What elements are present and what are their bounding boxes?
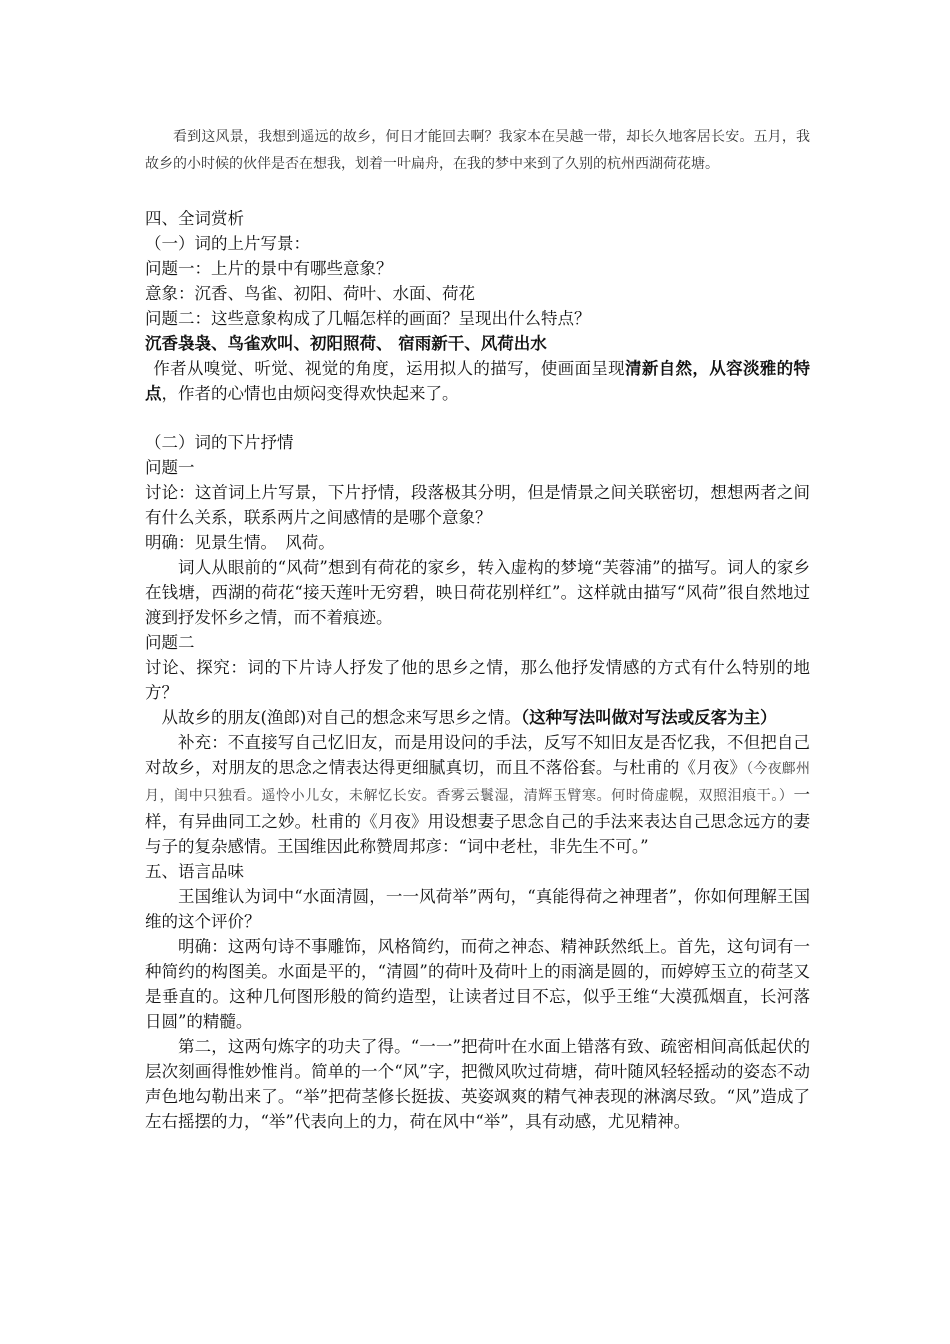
- problem-2-discussion: 讨论、探究：词的下片诗人抒发了他的思乡之情，那么他抒发情感的方式有什么特别的地方？: [145, 658, 810, 702]
- scene-analysis-paragraph: 作者从嗅觉、听觉、视觉的角度，运用拟人的描写，使画面呈现清新自然，从容淡雅的特点，作者的心情也由烦闷变得欢快起来了。: [145, 359, 811, 403]
- problem-1-answer: 明确：见景生情。 风荷。: [145, 533, 335, 552]
- supplement-paragraph: 补充：不直接写自己忆旧友，而是用设问的手法，反写不知旧友是否忆我，不但把自己对故乡，对朋友的思念之情表达得更细腻真切，而且不落俗套。与杜甫的《月夜》（今夜鄜州月，闺中只独看。遥怜小儿女，未解忆长安。香雾云鬟湿，清辉玉臂寒。何时倚虚幌，双照泪痕干。）一样，有异曲同工之妙。杜甫的《月夜》用设想妻子思念自己的手法来表达自己思念远方的妻与子的复杂感情。王国维因此称赞周邦彦：“词中老杜，非先生不可。”: [145, 733, 811, 856]
- scene-summary-bold: 沉香袅袅、鸟雀欢叫、初阳照荷、 宿雨新干、风荷出水: [145, 334, 547, 353]
- question-2: 问题二：这些意象构成了几幅怎样的画面？呈现出什么特点？: [145, 309, 591, 328]
- section-5-answer-2: 第二，这两句炼字的功夫了得。“一一”把荷叶在水面上错落有致、疏密相间高低起伏的层次刻画得惟妙惟肖。简单的一个“风”字，把微风吹过荷塘，荷叶随风轻轻摇动的姿态不动声色地勾勒出来了。“举”把荷茎修长挺拔、英姿飒爽的精气神表现的淋漓尽致。“风”造成了左右摇摆的力，“举”代表向上的力，荷在风中“举”，具有动感，尤见精神。: [145, 1037, 810, 1131]
- problem-1-title: 问题一: [145, 458, 195, 477]
- section-5-heading: 五、语言品味: [145, 862, 244, 881]
- section-5-question: 王国维认为词中“水面清圆，一一风荷举”两句，“真能得荷之神理者”，你如何理解王国维的这个评价？: [145, 887, 810, 931]
- document-page: [145, 124, 810, 1134]
- intro-paragraph: 看到这风景，我想到遥远的故乡，何日才能回去啊？我家本在吴越一带，却长久地客居长安。五月，我故乡的小时候的伙伴是否在想我，划着一叶扁舟，在我的梦中来到了久别的杭州西湖荷花塘。: [145, 129, 810, 172]
- question-1: 问题一：上片的景中有哪些意象？: [145, 259, 393, 278]
- section-4-heading: 四、全词赏析: [145, 209, 244, 228]
- supplement-note: （今夜鄜州月，闺中只独看。遥怜小儿女，未解忆长安。香雾云鬟湿，清辉玉臂寒。何时倚虚幌，双照泪痕干。）: [145, 761, 811, 804]
- problem-1-paragraph: 词人从眼前的“风荷”想到有荷花的家乡，转入虚构的梦境“芙蓉浦”的描写。词人的家乡在钱塘，西湖的荷花“接天莲叶无穷碧，映日荷花别样红”。这样就由描写“风荷”很自然地过渡到抒发怀乡之情，而不着痕迹。: [145, 558, 810, 627]
- problem-1-discussion: 讨论：这首词上片写景，下片抒情，段落极其分明，但是情景之间关联密切，想想两者之间有什么关系，联系两片之间感情的是哪个意象？: [145, 483, 810, 527]
- problem-2-answer: 从故乡的朋友(渔郎)对自己的想念来写思乡之情。（这种写法叫做对写法或反客为主）: [161, 708, 777, 727]
- problem-2-title: 问题二: [145, 633, 195, 652]
- subsection-2-heading: （二）词的下片抒情: [145, 433, 294, 452]
- subsection-1-heading: （一）词的上片写景：: [145, 234, 310, 253]
- answer-1: 意象：沉香、鸟雀、初阳、荷叶、水面、荷花: [145, 284, 475, 303]
- section-5-answer-1: 明确：这两句诗不事雕饰，风格简约，而荷之神态、精神跃然纸上。首先，这句词有一种简约的构图美。水面是平的，“清圆”的荷叶及荷叶上的雨滴是圆的，而婷婷玉立的荷茎又是垂直的。这种几何图形般的简约造型，让读者过目不忘，似乎王维“大漠孤烟直，长河落日圆”的精髓。: [145, 937, 810, 1031]
